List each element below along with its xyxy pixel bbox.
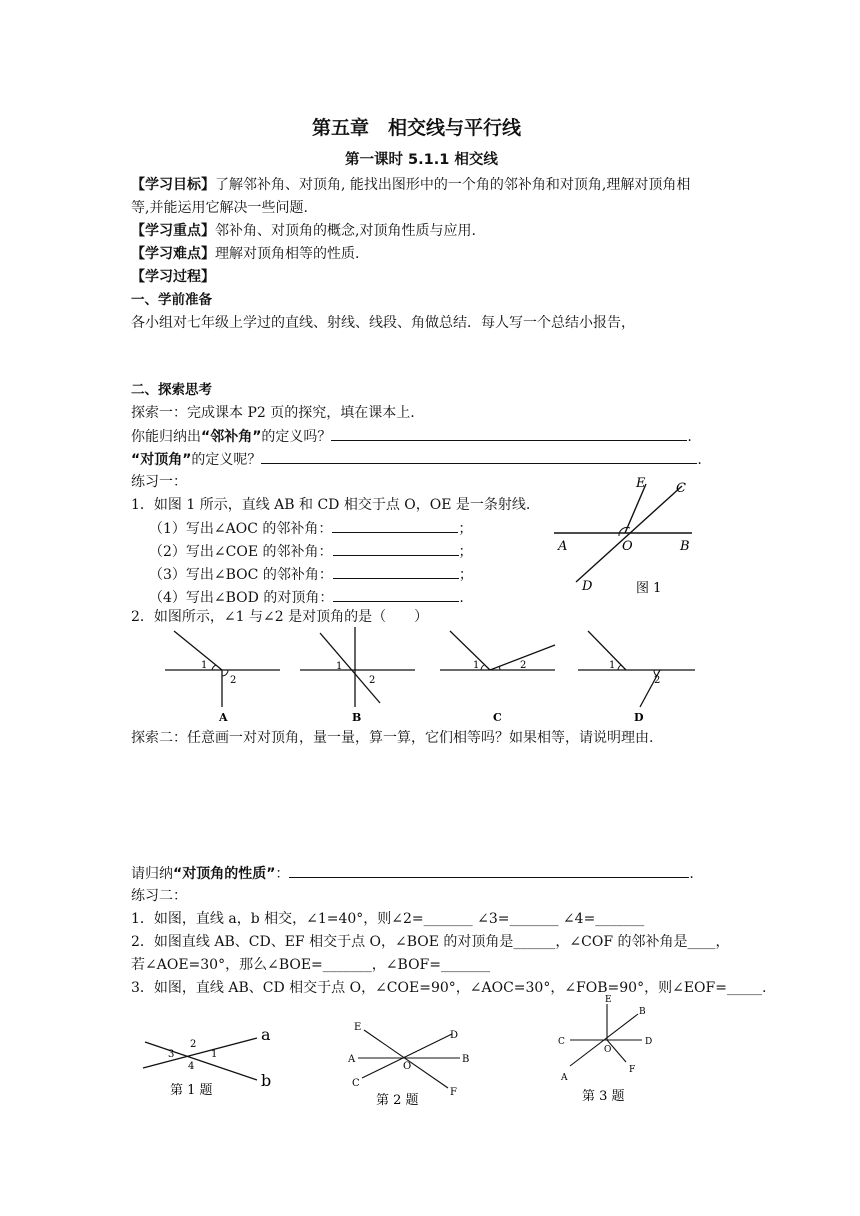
fig1-label-d: D xyxy=(582,579,593,594)
section2-heading: 二、探索思考 xyxy=(131,382,212,398)
angle-1-label: 1 xyxy=(473,660,480,671)
angle-label: 1 xyxy=(211,1049,218,1060)
fig-q3-a: A xyxy=(561,1073,568,1083)
semicolon: ； xyxy=(458,544,473,560)
focus-label: 【学习重点】 xyxy=(131,223,215,239)
period: . xyxy=(697,452,702,468)
fig-q2-e: E xyxy=(354,1022,362,1033)
learning-difficulty xyxy=(131,244,359,264)
period: . xyxy=(689,866,694,882)
angle-2-label: 2 xyxy=(230,675,237,686)
angle-label: 3 xyxy=(168,1049,175,1060)
angle-1-label: 1 xyxy=(336,661,343,672)
vertical-definition-question xyxy=(131,449,702,470)
choice-d-figure xyxy=(578,631,695,724)
period: . xyxy=(687,429,692,445)
explore1-text: 探索一：完成课本 P2 页的探究，填在课本上. xyxy=(131,405,415,421)
angle-1-label: 1 xyxy=(201,660,208,671)
fig-q2-b: B xyxy=(462,1054,470,1065)
focus-text: 邻补角、对顶角的概念,对顶角性质与应用. xyxy=(215,223,476,239)
q-vert-term: “对顶角” xyxy=(131,452,192,468)
lesson-subtitle: 第一课时 5.1.1 相交线 xyxy=(345,152,498,168)
adjacent-definition-question xyxy=(131,426,692,447)
difficulty-text: 理解对顶角相等的性质. xyxy=(215,246,360,262)
angle-2-label: 2 xyxy=(654,675,661,686)
practice2-label: 练习二： xyxy=(131,888,187,904)
choice-c-label: C xyxy=(493,711,502,724)
section1-text: 各小组对七年级上学过的直线、射线、线段、角做总结．每人写一个总结小报告， xyxy=(131,315,635,331)
answer-blank[interactable] xyxy=(289,863,689,878)
practice1-q1: 1．如图 1 所示，直线 AB 和 CD 相交于点 O，OE 是一条射线. xyxy=(131,497,531,513)
fig1-label-e: E xyxy=(636,476,646,491)
fig-q2-c: C xyxy=(352,1078,360,1089)
difficulty-label: 【学习难点】 xyxy=(131,246,215,262)
line-b-label: b xyxy=(261,1071,272,1090)
fig-q2-caption: 第 2 题 xyxy=(376,1093,419,1108)
goals-text-2: 等,并能运用它解决一些问题. xyxy=(131,200,308,216)
line-a-label: a xyxy=(261,1025,271,1044)
q-vert-post: 的定义呢？ xyxy=(191,452,262,468)
answer-blank[interactable] xyxy=(333,541,459,556)
p1-item-text: （2）写出∠COE 的邻补角： xyxy=(149,544,333,560)
p1-item xyxy=(149,564,473,585)
q-adj-pre: 你能归纳出 xyxy=(131,429,201,445)
practice2-q2-line2[interactable]: 若∠AOE=30°，那么∠BOE=_______，∠BOF=_______ xyxy=(131,957,490,973)
vertical-angle-property-question xyxy=(131,863,694,884)
figure-question-3 xyxy=(550,992,670,1107)
period: . xyxy=(459,590,464,606)
choice-a-label: A xyxy=(219,711,228,724)
p1-item-text: （4）写出∠BOD 的对顶角： xyxy=(149,590,334,606)
fig-q3-caption: 第 3 题 xyxy=(582,1089,625,1104)
choice-b-figure xyxy=(300,627,415,724)
practice2-q1[interactable]: 1．如图，直线 a，b 相交，∠1=40°，则∠2=_______ ∠3=_______ ∠4=_______ xyxy=(131,911,645,927)
q-adj-term: “邻补角” xyxy=(201,429,262,445)
figure-question-1 xyxy=(135,1020,285,1100)
practice1-label: 练习一： xyxy=(131,474,187,490)
answer-blank[interactable] xyxy=(333,587,459,602)
learning-goals xyxy=(131,175,690,195)
choice-b-label: B xyxy=(352,711,362,724)
angle-2-label: 2 xyxy=(369,675,376,686)
choice-a-figure xyxy=(165,631,280,724)
figure-question-2 xyxy=(340,1018,490,1108)
fig-q1-caption: 第 1 题 xyxy=(170,1083,213,1098)
fig-q3-o: O xyxy=(604,1045,612,1055)
fig-q2-d: D xyxy=(450,1030,459,1041)
goals-text-1: 了解邻补角、对顶角, 能找出图形中的一个角的邻补角和对顶角,理解对顶角相 xyxy=(215,177,691,193)
answer-blank[interactable] xyxy=(333,564,459,579)
p1-item-text: （3）写出∠BOC 的邻补角： xyxy=(149,567,333,583)
p1-item-text: （1）写出∠AOC 的邻补角： xyxy=(149,521,333,537)
goals-label: 【学习目标】 xyxy=(131,177,215,193)
prop-post: ： xyxy=(275,866,290,882)
angle-1-label: 1 xyxy=(609,660,616,671)
fig1-label-b: B xyxy=(680,539,690,554)
fig-q3-c: C xyxy=(558,1037,565,1047)
fig-q2-f: F xyxy=(450,1087,457,1098)
learning-focus xyxy=(131,221,476,241)
fig-q2-a: A xyxy=(348,1054,356,1065)
choice-d-label: D xyxy=(634,711,644,724)
fig1-label-c: C xyxy=(676,481,686,496)
fig-q3-e: E xyxy=(605,995,612,1005)
angle-label: 4 xyxy=(188,1061,195,1072)
angle-2-label: 2 xyxy=(520,660,527,671)
fig-q3-f: F xyxy=(629,1065,636,1075)
practice2-q3[interactable]: 3．如图，直线 AB、CD 相交于点 O，∠COE=90°，∠AOC=30°，∠FOB=90°，则∠EOF=_____. xyxy=(131,980,767,996)
p1-item xyxy=(149,541,473,562)
semicolon: ； xyxy=(458,567,473,583)
prop-term: “对顶角的性质” xyxy=(173,866,276,882)
explore2-text: 探索二：任意画一对对顶角，量一量，算一算，它们相等吗？如果相等，请说明理由. xyxy=(131,730,654,746)
fig1-label-a: A xyxy=(558,539,568,554)
fig1-label-o: O xyxy=(622,539,633,554)
p1-item xyxy=(149,587,464,608)
practice1-q2: 2．如图所示，∠1 与∠2 是对顶角的是（ ） xyxy=(131,609,429,625)
prop-pre: 请归纳 xyxy=(131,866,173,882)
semicolon: ； xyxy=(458,521,473,537)
answer-blank[interactable] xyxy=(261,449,697,464)
q-adj-post: 的定义吗？ xyxy=(261,429,332,445)
page-title: 第五章 相交线与平行线 xyxy=(312,117,522,139)
fig-q3-d: D xyxy=(645,1037,653,1047)
fig-q2-o: O xyxy=(403,1061,412,1072)
fig-q3-b: B xyxy=(639,1007,646,1017)
answer-blank[interactable] xyxy=(332,518,458,533)
practice2-q2-line1[interactable]: 2．如图直线 AB、CD、EF 相交于点 O，∠BOE 的对顶角是______，∠COF 的邻补角是____， xyxy=(131,934,730,950)
figure-1 xyxy=(540,470,720,600)
p1-item xyxy=(149,518,472,539)
fig1-caption: 图 1 xyxy=(636,581,662,596)
angle-label: 2 xyxy=(190,1039,197,1050)
choice-figures xyxy=(160,625,720,725)
answer-blank[interactable] xyxy=(331,426,687,441)
section1-heading: 一、学前准备 xyxy=(131,292,212,308)
process-label: 【学习过程】 xyxy=(131,269,215,285)
choice-c-figure xyxy=(440,631,555,724)
